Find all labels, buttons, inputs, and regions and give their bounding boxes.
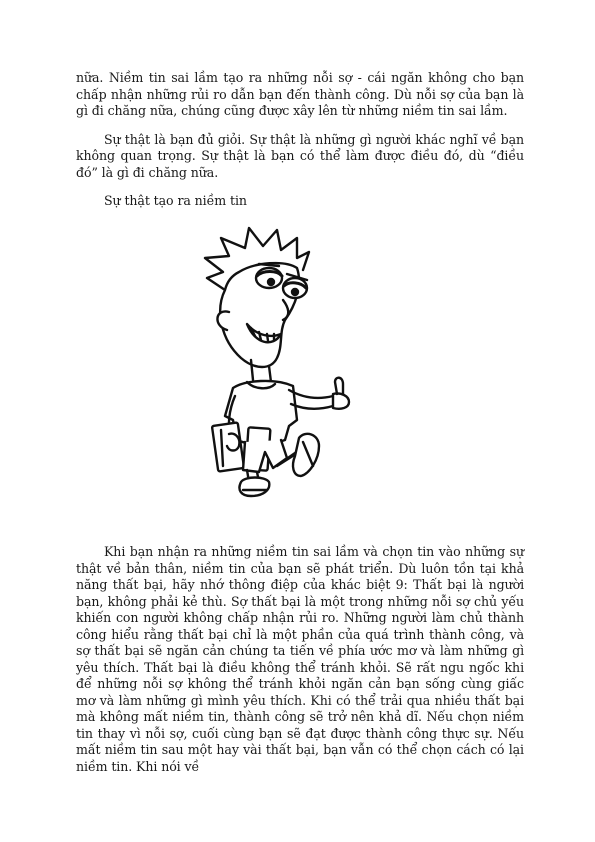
paragraph-truth: Sự thật là bạn đủ giỏi. Sự thật là những gì người khác nghĩ về bạn không quan trọng. Sự thật là bạn có thể làm được điều đó, dù “điều đó” là gì đi chăng nữa. <box>76 131 524 180</box>
cartoon-boy-thumbs-up-walking-icon <box>185 220 385 510</box>
section-heading-truth-creates-belief: Sự thật tạo ra niềm tin <box>104 193 247 208</box>
paragraph-continuation: nữa. Niềm tin sai lầm tạo ra những nỗi sợ - cái ngăn không cho bạn chấp nhận những rủi ro dẫn bạn đến thành công. Dù nỗi sợ của bạn là gì đi chăng nữa, chúng cũng được xây lên từ những niềm tin sai lầm. <box>76 70 524 118</box>
paragraph-failure: Khi bạn nhận ra những niềm tin sai lầm và chọn tin vào những sự thật về bản thân, niềm tin của bạn sẽ phát triển. Dù luôn tồn tại khả năng thất bại, hãy nhớ thông điệp của khác biệt 9: Thất bại là người bạn, không phải kẻ thù. Sợ thất bại là một trong những nỗi sợ chủ yếu khiến con người không chấp nhận rủi ro. Những người làm chủ thành công hiểu rằng thất bại chỉ là một phần của quá trình thành công, và sợ thất bại sẽ ngăn cản chúng ta tiến về phía ước mơ và làm những gì yêu thích. Thất bại là điều không thể tránh khỏi. Sẽ rất ngu ngốc khi để những nỗi sợ không thể tránh khỏi ngăn cản bạn sống cùng giấc mơ và làm những gì mình yêu thích. Khi có thể trải qua nhiều thất bại mà không mất niềm tin, thành công sẽ trở nên khả dĩ. Nếu chọn niềm tin thay vì nỗi sợ, cuối cùng bạn sẽ đạt được thành công thực sự. Nếu mất niềm tin sau một hay vài thất bại, bạn vẫn có thể chọn cách có lại niềm tin. Khi nói về <box>76 544 524 774</box>
top-text-block <box>76 70 524 210</box>
bottom-text-block <box>76 544 524 775</box>
